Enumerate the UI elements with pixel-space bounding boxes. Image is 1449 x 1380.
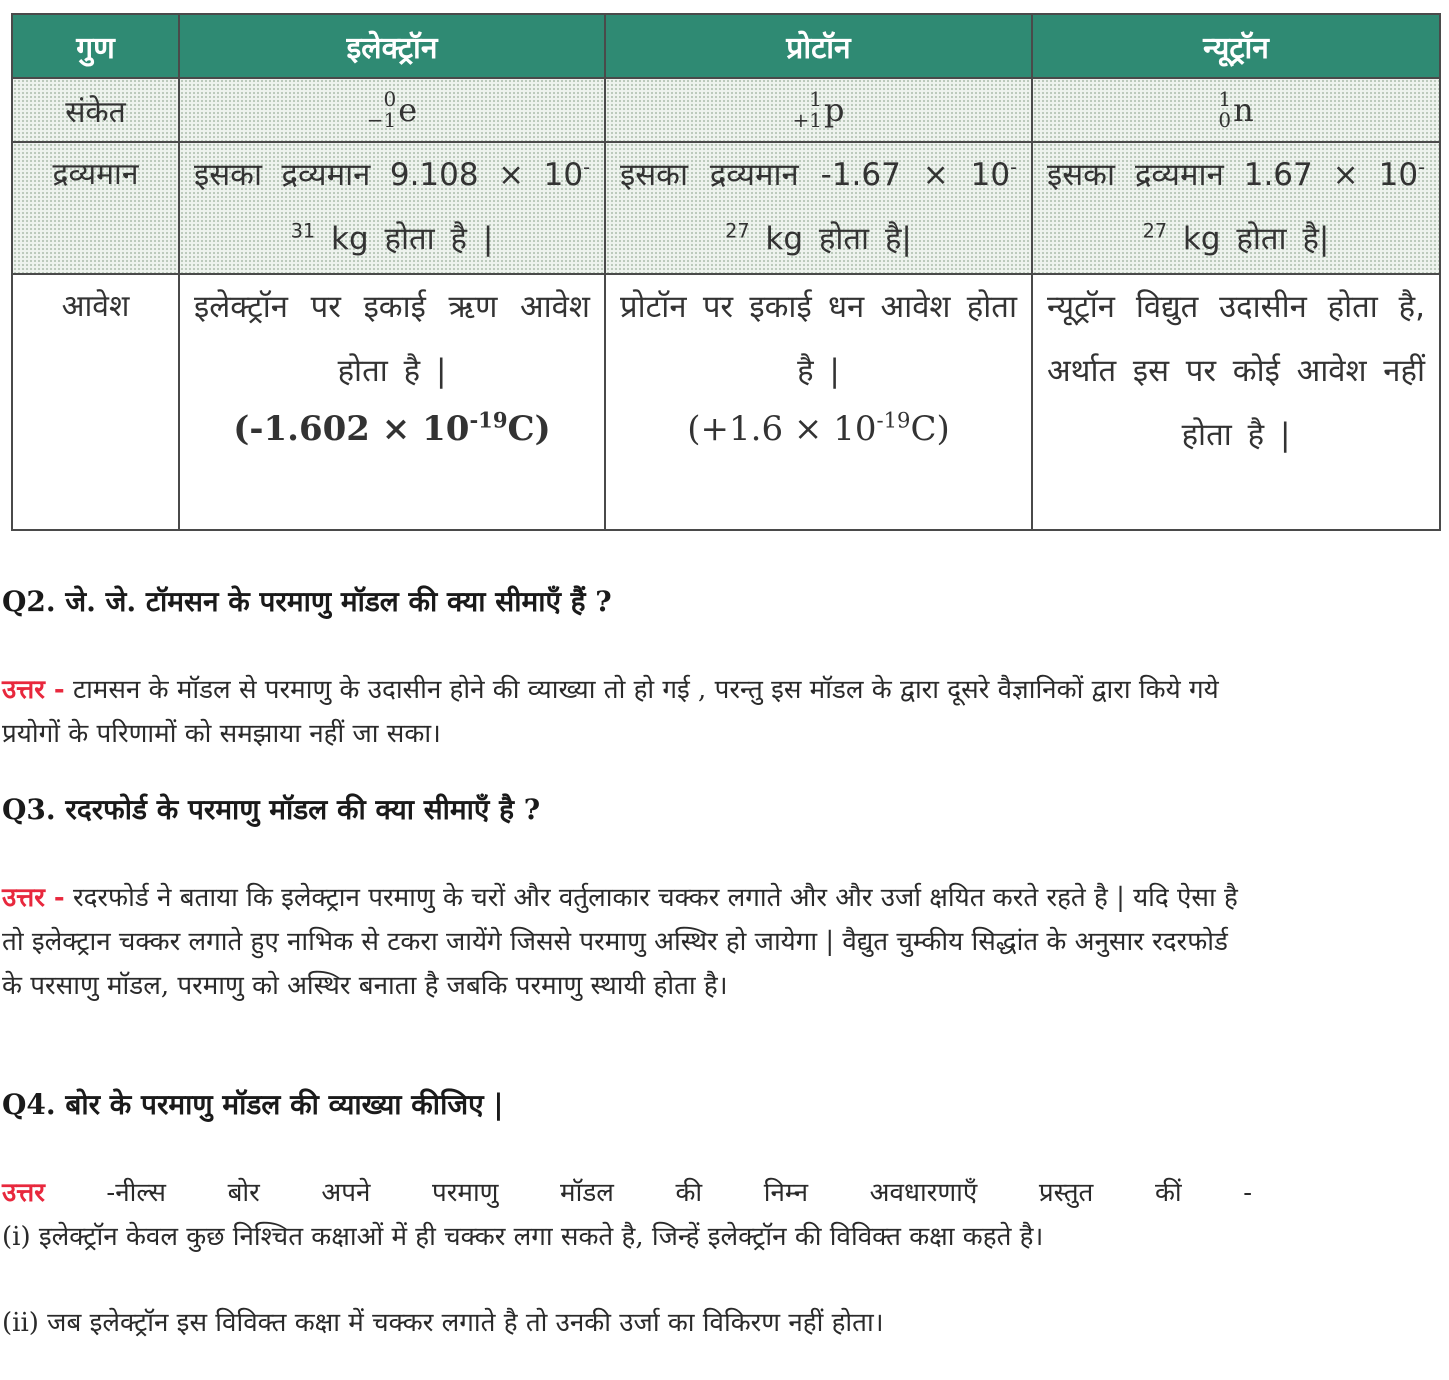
charge-row-label: आवेश [61, 289, 130, 324]
question-2-block [2, 582, 1252, 756]
electron-symbol: 0 −1 e [179, 78, 605, 142]
proton-charge: प्रोटॉन पर इकाई धन आवेश होता है | $(+1.6 \times 10^{-19}C)$ [605, 274, 1032, 530]
bohr-point-2: (ii) जब इलेक्ट्रॉन इस विविक्त कक्षा में चक्कर लगाते है तो उनकी उर्जा का विकिरण नहीं होता। [2, 1308, 884, 1338]
charge-row [12, 274, 1440, 530]
header-neutron: न्यूट्रॉन [1032, 14, 1440, 78]
header-electron: इलेक्ट्रॉन [179, 14, 605, 78]
mass-row [12, 142, 1440, 274]
answer-label: उत्तर [2, 1178, 45, 1208]
neutron-symbol: 1 0 n [1032, 78, 1440, 142]
proton-mass: इसका द्रव्यमान $-1.67 \times 10^{-27}$ kg होता है| [605, 142, 1032, 274]
symbol-row [12, 78, 1440, 142]
question-3-block [2, 790, 1252, 1008]
proton-symbol: 1 +1 p [605, 78, 1032, 142]
question-2: Q2. जे. जे. टॉमसन के परमाणु मॉडल की क्या सीमाएँ हैं ? [2, 585, 612, 618]
symbol-row-label: संकेत [65, 94, 126, 130]
neutron-mass: इसका द्रव्यमान $1.67 \times 10^{-27}$ kg होता है| [1032, 142, 1440, 274]
electron-mass: इसका द्रव्यमान $9.108 \times 10^{-31}$ kg होता है | [179, 142, 605, 274]
particle-properties-table [11, 13, 1441, 531]
header-property: गुण [12, 14, 179, 78]
answer-3: उत्तर - रदरफोर्ड ने बताया कि इलेक्ट्रान परमाणु के चरों और वर्तुलाकार चक्कर लगाते और और उर्जा क्षयित करते रहते है | यदि ऐसा है तो इलेक्ट्रान चक्कर लगाते हुए नाभिक से टकरा जायेंगे जिससे परमाणु अस्थिर हो जायेगा | वैद्युत चुम्कीय सिद्धांत के अनुसार रदरफोर्ड के परसाणु मॉडल, परमाणु को अस्थिर बनाता है जबकि परमाणु स्थायी होता है। [2, 883, 1238, 1001]
header-proton: प्रोटॉन [605, 14, 1032, 78]
answer-4: उत्तर -नील्स बोर अपने परमाणु मॉडल की निम्न अवधारणाएँ प्रस्तुत कीं - [2, 1178, 1252, 1208]
answer-label: उत्तर - [2, 883, 65, 913]
neutron-charge: न्यूट्रॉन विद्युत उदासीन होता है, अर्थात इस पर कोई आवेश नहीं होता है | [1032, 274, 1440, 530]
mass-row-label: द्रव्यमान [52, 157, 139, 192]
bohr-point-1: (i) इलेक्ट्रॉन केवल कुछ निश्चित कक्षाओं में ही चक्कर लगा सकते है, जिन्हें इलेक्ट्रॉन की विविक्त कक्षा कहते है। [2, 1222, 1044, 1252]
question-4-block [2, 1085, 1252, 1345]
answer-2: उत्तर - टामसन के मॉडल से परमाणु के उदासीन होने की व्याख्या तो हो गई , परन्तु इस मॉडल के द्वारा दूसरे वैज्ञानिकों द्वारा किये गये प्रयोगों के परिणामों को समझाया नहीं जा सका। [2, 675, 1219, 749]
table-header-row [12, 14, 1440, 78]
electron-charge: इलेक्ट्रॉन पर इकाई ऋण आवेश होता है | $(-1.602 \times 10^{-19}C)$ [179, 274, 605, 530]
question-4: Q4. बोर के परमाणु मॉडल की व्याख्या कीजिए | [2, 1088, 504, 1121]
answer-label: उत्तर - [2, 675, 65, 705]
question-3: Q3. रदरफोर्ड के परमाणु मॉडल की क्या सीमाएँ है ? [2, 793, 541, 826]
